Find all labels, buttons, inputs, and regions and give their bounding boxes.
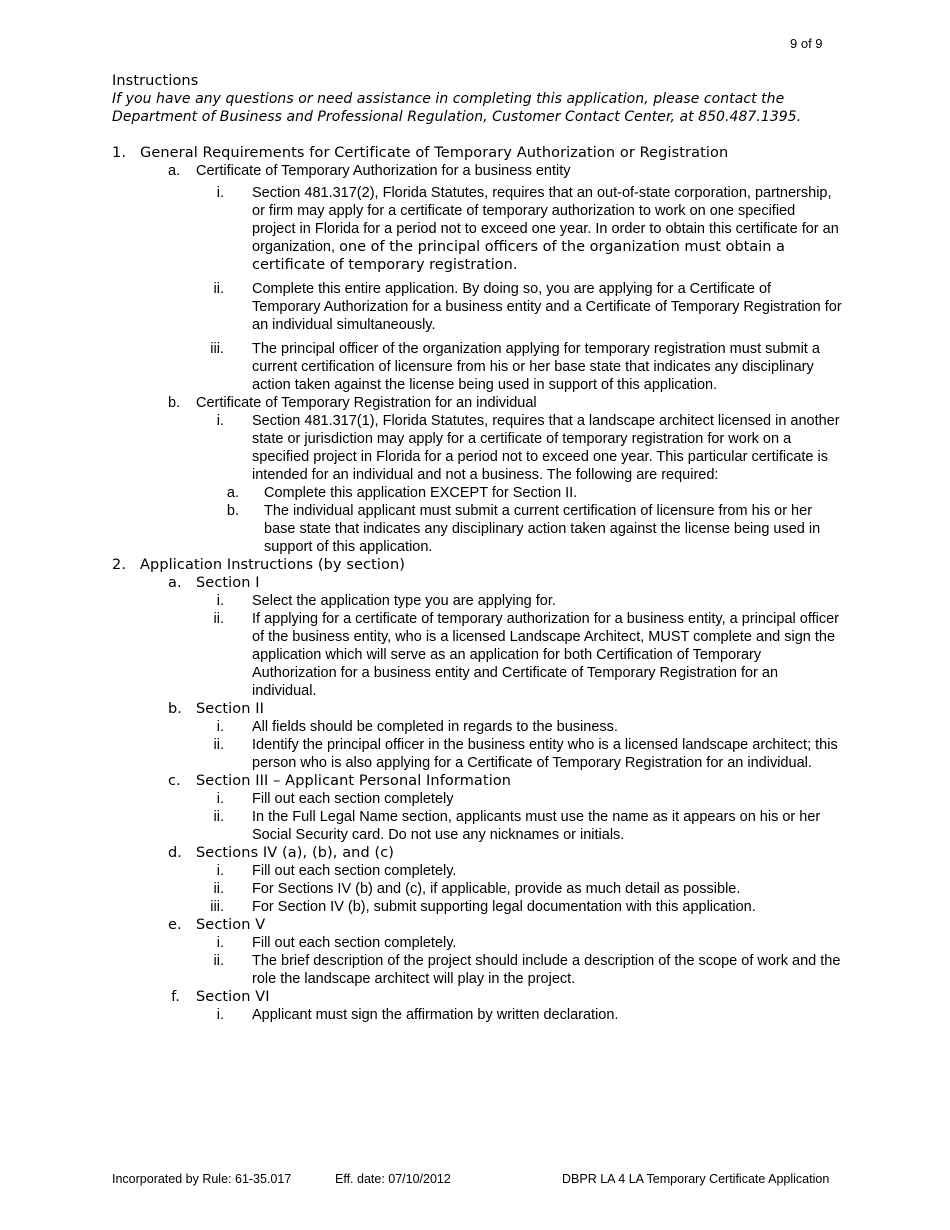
list-item-text: All fields should be completed in regards to the business. <box>252 719 618 735</box>
footer-eff-date: Eff. date: 07/10/2012 <box>335 1172 451 1186</box>
section-2b-heading <box>168 700 842 718</box>
section-2c-heading <box>168 772 842 790</box>
list-marker: e. <box>168 917 182 933</box>
list-marker: c. <box>168 773 181 789</box>
section-2-heading <box>112 556 842 574</box>
list-marker: b. <box>168 701 183 717</box>
list-item-text-part-2: one of the principal officers of the organization must obtain a certificate of temporary registration. <box>252 239 785 273</box>
list-item <box>196 412 842 484</box>
list-marker: ii. <box>213 953 224 969</box>
list-marker: iii. <box>210 341 224 357</box>
list-item <box>224 484 842 502</box>
section-2a-heading <box>168 574 842 592</box>
list-marker: d. <box>168 845 183 861</box>
list-item-text: If applying for a certificate of temporary authorization for a business entity, a principal officer of the business entity, who is a licensed Landscape Architect, MUST complete and sign the application which will serve as an application for both Certification of Temporary Authorization for a business entity and Certificate of Temporary Registration for an individual. <box>252 611 840 699</box>
section-2f-title: Section VI <box>196 989 270 1005</box>
list-item <box>196 340 842 394</box>
list-marker: a. <box>168 163 181 179</box>
section-1b-title: Certificate of Temporary Registration for an individual <box>196 395 537 411</box>
list-item <box>196 808 842 844</box>
list-marker: b. <box>168 395 181 411</box>
list-item-text: Fill out each section completely <box>252 791 454 807</box>
list-marker: i. <box>216 863 224 879</box>
section-2-title: Application Instructions (by section) <box>140 557 406 573</box>
list-marker: a. <box>168 575 182 591</box>
list-item-text: For Section IV (b), submit supporting legal documentation with this application. <box>252 899 756 915</box>
section-2e-heading <box>168 916 842 934</box>
list-item-text: Complete this application EXCEPT for Section II. <box>264 485 578 501</box>
list-marker: ii. <box>213 737 224 753</box>
list-marker: ii. <box>213 281 224 297</box>
list-marker: i. <box>216 1007 224 1023</box>
list-item-text: Fill out each section completely. <box>252 863 457 879</box>
list-marker: iii. <box>210 899 224 915</box>
list-marker: b. <box>226 503 239 519</box>
list-marker: ii. <box>213 611 224 627</box>
list-item <box>196 898 842 916</box>
list-item <box>196 790 842 808</box>
section-1-title: General Requirements for Certificate of Temporary Authorization or Registration <box>140 145 729 161</box>
list-item <box>196 880 842 898</box>
list-item-text-part-1: Section 481.317(2), Florida Statutes, requires that an out-of-state corporation, partnership, or firm may apply for a certificate of temporary authorization to work on one specified project in Florida for a period not to exceed one year. In order to obtain this certificate for an organization, <box>252 185 839 255</box>
footer-form-id: DBPR LA 4 LA Temporary Certificate Application <box>562 1172 830 1186</box>
list-marker: i. <box>216 593 224 609</box>
section-1b-heading <box>168 394 842 412</box>
list-item-text: Identify the principal officer in the business entity who is a licensed landscape architect; this person who is also applying for a Certificate of Temporary Registration for an individual. <box>252 737 838 771</box>
list-marker: i. <box>216 791 224 807</box>
list-item <box>196 862 842 880</box>
section-2e-title: Section V <box>196 917 266 933</box>
section-2d-title: Sections IV (a), (b), and (c) <box>196 845 395 861</box>
list-item-text: In the Full Legal Name section, applicants must use the name as it appears on his or her Social Security card. Do not use any nicknames or initials. <box>252 809 821 843</box>
intro-line-1: If you have any questions or need assistance in completing this application, please contact the <box>112 91 785 107</box>
list-item-text: The individual applicant must submit a current certification of licensure from his or her base state that indicates any disciplinary action taken against the license being used in support of this application. <box>264 503 821 555</box>
section-1a-heading <box>168 162 842 180</box>
list-item-text: Complete this entire application. By doing so, you are applying for a Certificate of Temporary Authorization for a business entity and a Certificate of Temporary Registration for an individual simultaneously. <box>252 281 842 333</box>
section-2b-title: Section II <box>196 701 265 717</box>
list-marker: 2. <box>112 557 127 573</box>
instructions-content <box>112 72 842 1024</box>
list-marker: i. <box>216 413 224 429</box>
list-item <box>196 1006 842 1024</box>
section-2d-heading <box>168 844 842 862</box>
list-item <box>196 610 842 700</box>
list-marker: ii. <box>213 809 224 825</box>
list-marker: ii. <box>213 881 224 897</box>
list-item <box>196 184 842 274</box>
list-item-text: The principal officer of the organization applying for temporary registration must submit a current certification of licensure from his or her base state that indicates any disciplinary action taken against the license being used in support of this application. <box>252 341 820 393</box>
section-1a-title: Certificate of Temporary Authorization for a business entity <box>196 163 571 179</box>
section-2c-title: Section III – Applicant Personal Information <box>196 773 512 789</box>
section-1-heading <box>112 144 842 162</box>
list-item <box>196 280 842 334</box>
page-number: 9 of 9 <box>790 36 823 51</box>
list-item <box>224 502 842 556</box>
list-item <box>196 592 842 610</box>
footer-rule: Incorporated by Rule: 61-35.017 <box>112 1172 292 1186</box>
page-title: Instructions <box>112 73 199 89</box>
section-2f-heading <box>168 988 842 1006</box>
list-item-text <box>252 184 842 274</box>
list-item-text: The brief description of the project should include a description of the scope of work and the role the landscape architect will play in the project. <box>252 953 841 987</box>
list-item <box>196 952 842 988</box>
list-item-text: For Sections IV (b) and (c), if applicable, provide as much detail as possible. <box>252 881 741 897</box>
list-item <box>196 934 842 952</box>
list-item-text: Applicant must sign the affirmation by written declaration. <box>252 1007 619 1023</box>
list-marker: a. <box>226 485 239 501</box>
list-marker: i. <box>216 185 224 201</box>
section-2a-title: Section I <box>196 575 260 591</box>
list-item-text: Section 481.317(1), Florida Statutes, requires that a landscape architect licensed in another state or jurisdiction may apply for a certificate of temporary registration for work on a specified project in Florida for a period not to exceed one year. This particular certificate is intended for an individual and not a business. The following are required: <box>252 413 840 483</box>
list-item <box>196 736 842 772</box>
list-marker: 1. <box>112 145 127 161</box>
list-marker: f. <box>171 989 180 1005</box>
list-marker: i. <box>216 935 224 951</box>
intro-line-2: Department of Business and Professional Regulation, Customer Contact Center, at 850.487.1395. <box>112 109 802 125</box>
list-item-text: Select the application type you are applying for. <box>252 593 556 609</box>
list-item <box>196 718 842 736</box>
list-item-text: Fill out each section completely. <box>252 935 457 951</box>
list-marker: i. <box>216 719 224 735</box>
